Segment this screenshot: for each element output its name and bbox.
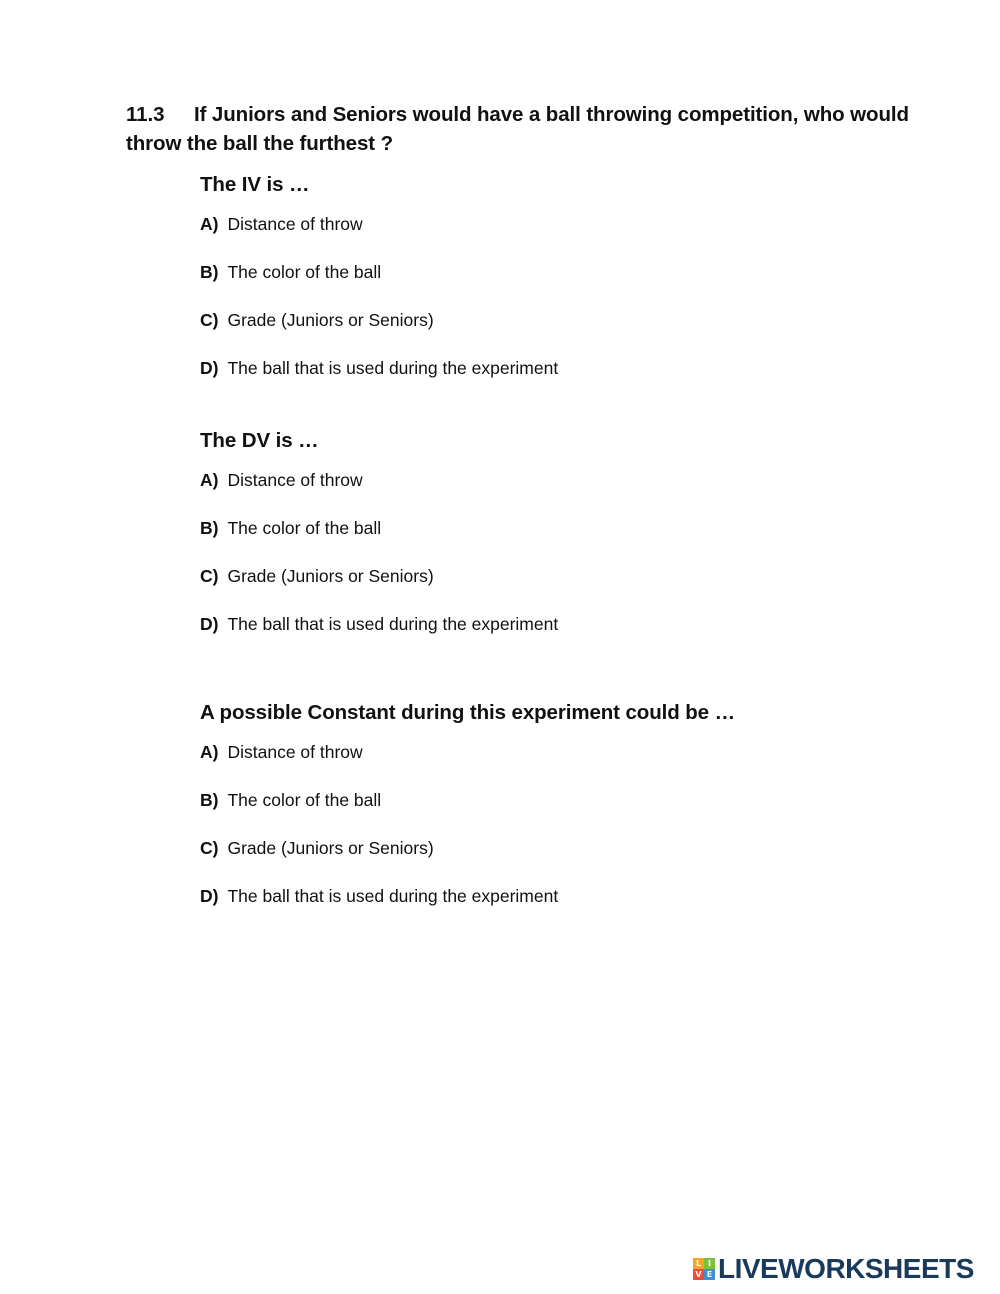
option-constant-b[interactable]: [200, 788, 381, 812]
option-letter: D): [200, 358, 219, 378]
option-iv-a[interactable]: [200, 212, 363, 236]
option-text: Distance of throw: [227, 470, 363, 490]
option-dv-a[interactable]: [200, 468, 363, 492]
option-text: The color of the ball: [227, 790, 382, 810]
option-letter: B): [200, 518, 219, 538]
question-number: 11.3: [126, 103, 165, 126]
option-text: Grade (Juniors or Seniors): [227, 838, 434, 858]
option-text: Grade (Juniors or Seniors): [227, 566, 434, 586]
option-letter: C): [200, 310, 219, 330]
option-letter: D): [200, 614, 219, 634]
section-heading-iv: The IV is …: [200, 173, 310, 196]
section-heading-dv: The DV is …: [200, 429, 319, 452]
option-text: Distance of throw: [227, 214, 363, 234]
option-dv-b[interactable]: [200, 516, 381, 540]
option-letter: A): [200, 214, 219, 234]
option-text: Grade (Juniors or Seniors): [227, 310, 434, 330]
option-letter: A): [200, 470, 219, 490]
option-text: The color of the ball: [227, 262, 382, 282]
option-letter: D): [200, 886, 219, 906]
option-iv-c[interactable]: [200, 308, 434, 332]
option-iv-d[interactable]: [200, 356, 558, 380]
option-text: The ball that is used during the experiment: [227, 614, 559, 634]
logo-text: LIVEWORKSHEETS: [718, 1253, 974, 1284]
option-text: Distance of throw: [227, 742, 363, 762]
option-constant-a[interactable]: [200, 740, 363, 764]
logo-mark-tile: E: [704, 1269, 715, 1280]
option-letter: C): [200, 838, 219, 858]
question-text: If Juniors and Seniors would have a ball throwing competition, who would throw the ball the furthest ?: [126, 103, 909, 155]
option-iv-b[interactable]: [200, 260, 381, 284]
option-text: The ball that is used during the experiment: [227, 358, 559, 378]
section-heading-constant: A possible Constant during this experiment could be …: [200, 701, 735, 724]
liveworksheets-logo: [693, 1254, 974, 1284]
option-letter: C): [200, 566, 219, 586]
option-constant-d[interactable]: [200, 884, 558, 908]
logo-mark-tile: L: [693, 1258, 704, 1269]
logo-mark-icon: [693, 1258, 715, 1280]
option-constant-c[interactable]: [200, 836, 434, 860]
logo-mark-tile: I: [704, 1258, 715, 1269]
option-text: The ball that is used during the experiment: [227, 886, 559, 906]
logo-mark-tile: V: [693, 1269, 704, 1280]
option-text: The color of the ball: [227, 518, 382, 538]
option-letter: B): [200, 262, 219, 282]
option-letter: B): [200, 790, 219, 810]
option-dv-d[interactable]: [200, 612, 558, 636]
option-letter: A): [200, 742, 219, 762]
question-title: [126, 101, 956, 158]
option-dv-c[interactable]: [200, 564, 434, 588]
